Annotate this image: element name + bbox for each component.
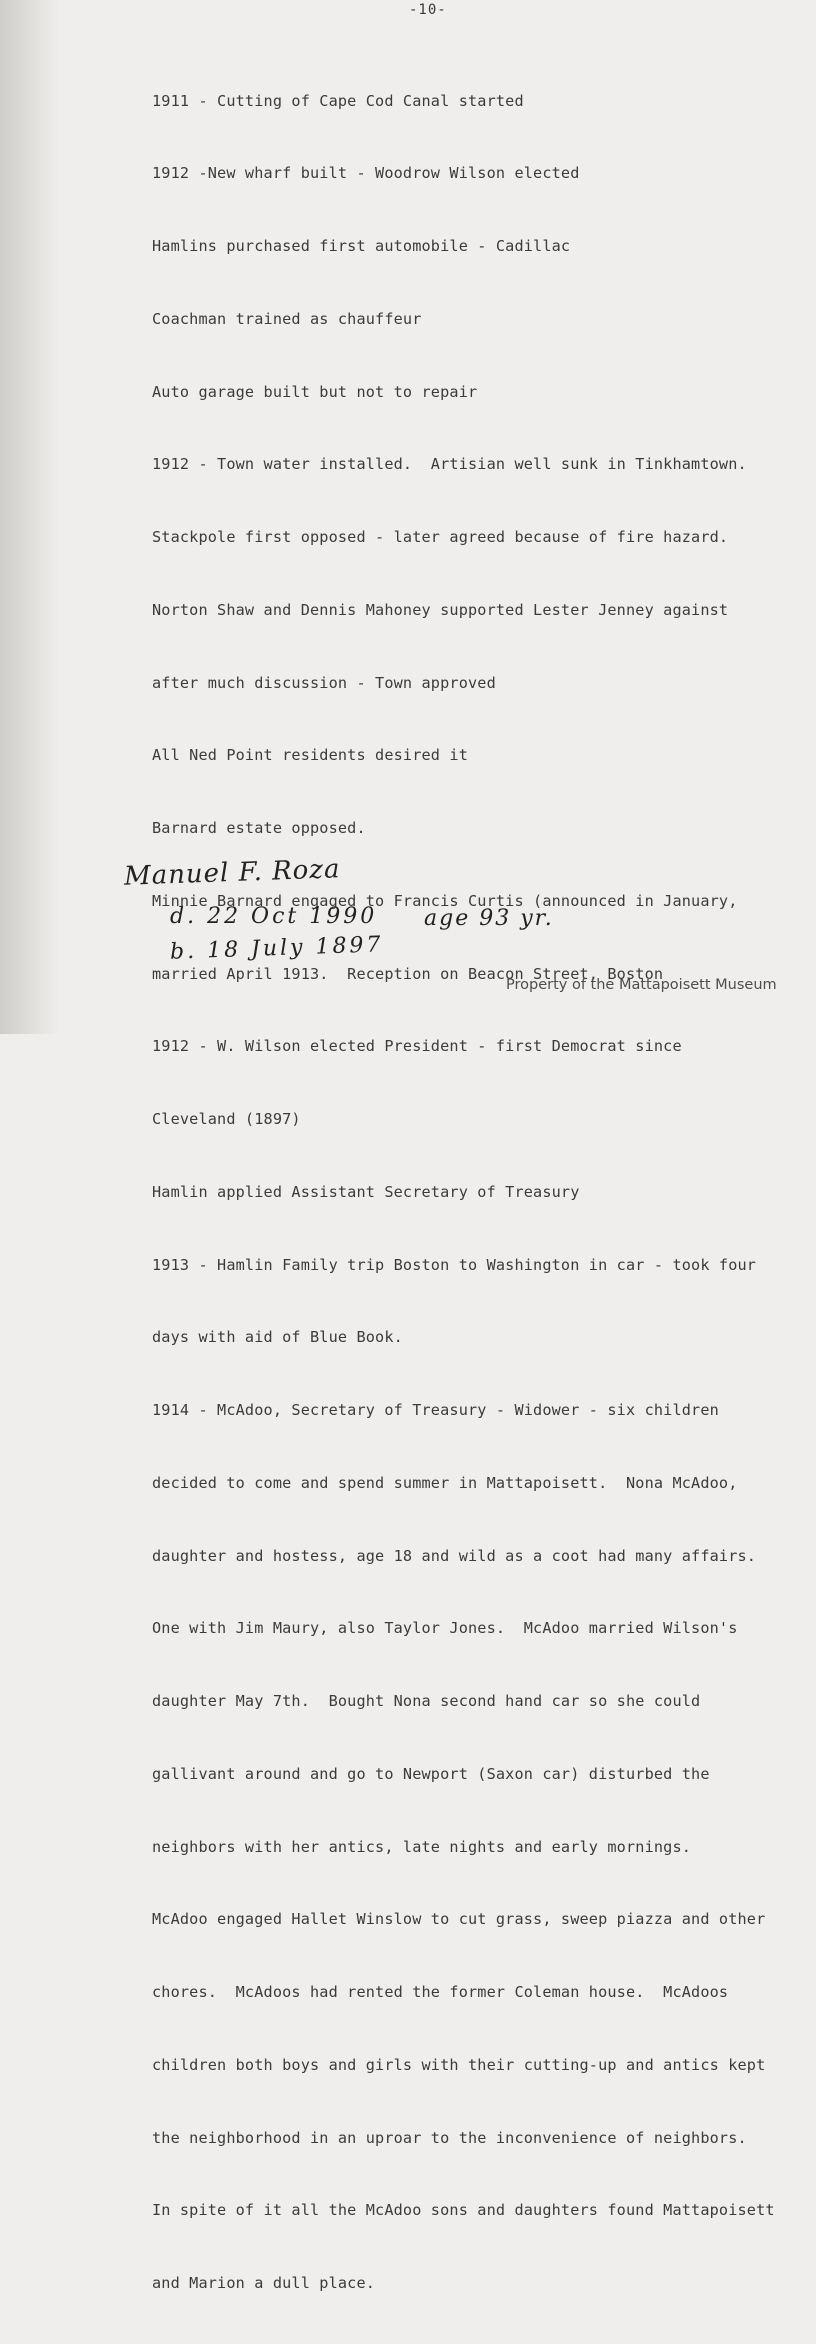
handwritten-signature [118,852,598,992]
text-line: McAdoo engaged Hallet Winslow to cut grass, sweep piazza and other [152,1910,766,1929]
text-line: All Ned Point residents desired it [152,746,468,765]
text-line: gallivant around and go to Newport (Saxon car) disturbed the [152,1764,710,1783]
text-line: In spite of it all the McAdoo sons and daughters found Mattapoisett [152,2201,775,2220]
text-line: Hamlins purchased first automobile - Cadillac [152,237,571,255]
text-line: after much discussion - Town approved [152,673,496,692]
text-line: One with Jim Maury, also Taylor Jones. McAdoo married Wilson's [152,1619,738,1638]
text-line: Norton Shaw and Dennis Mahoney supported Lester Jenney against [152,600,729,619]
text-line: Auto garage built but not to repair [152,382,478,401]
text-line: 1912 - Town water installed. Artisian well sunk in Tinkhamtown. [152,455,747,474]
text-line: Cleveland (1897) [152,1110,301,1128]
text-line: decided to come and spend summer in Mattapoisett. Nona McAdoo, [152,1473,738,1492]
text-line: 1912 - W. Wilson elected President - first Democrat since [152,1037,682,1056]
signature-age: age 93 yr. [424,906,554,931]
text-line: married April 1913. Reception on Beacon Street, Boston [152,964,664,983]
text-line: days with aid of Blue Book. [152,1328,403,1347]
text-line: daughter May 7th. Bought Nona second hand car so she could [152,1692,701,1710]
text-line: 1912 -New wharf built - Woodrow Wilson elected [152,164,580,183]
text-line: the neighborhood in an uproar to the inconvenience of neighbors. [152,2128,747,2147]
signature-birth-date: b. 18 July 1897 [169,932,384,965]
text-line: Coachman trained as chauffeur [152,309,422,328]
typed-text-body [152,40,812,2344]
text-line: 1911 - Cutting of Cape Cod Canal started [152,91,524,110]
text-line: Barnard estate opposed. [152,819,366,837]
text-line: Stackpole first opposed - later agreed because of fire hazard. [152,528,729,546]
text-line: Minnie Barnard engaged to Francis Curtis (announced in January, [152,891,738,910]
text-line: daughter and hostess, age 18 and wild as a coot had many affairs. [152,1546,757,1565]
text-line: chores. McAdoos had rented the former Coleman house. McAdoos [152,1983,729,2001]
page-number: -10- [409,2,447,18]
signature-name: Manuel F. Roza [123,854,341,892]
text-line: neighbors with her antics, late nights and early mornings. [152,1837,692,1856]
text-line: 1914 - McAdoo, Secretary of Treasury - Widower - six children [152,1401,719,1419]
text-line: 1913 - Hamlin Family trip Boston to Washington in car - took four [152,1255,757,1274]
signature-death-date: d. 22 Oct 1990 [170,904,378,929]
museum-watermark: Property of the Mattapoisett Museum [506,977,777,993]
text-line: Hamlin applied Assistant Secretary of Treasury [152,1182,580,1201]
text-line: children both boys and girls with their cutting-up and antics kept [152,2055,766,2074]
text-line: and Marion a dull place. [152,2274,376,2292]
